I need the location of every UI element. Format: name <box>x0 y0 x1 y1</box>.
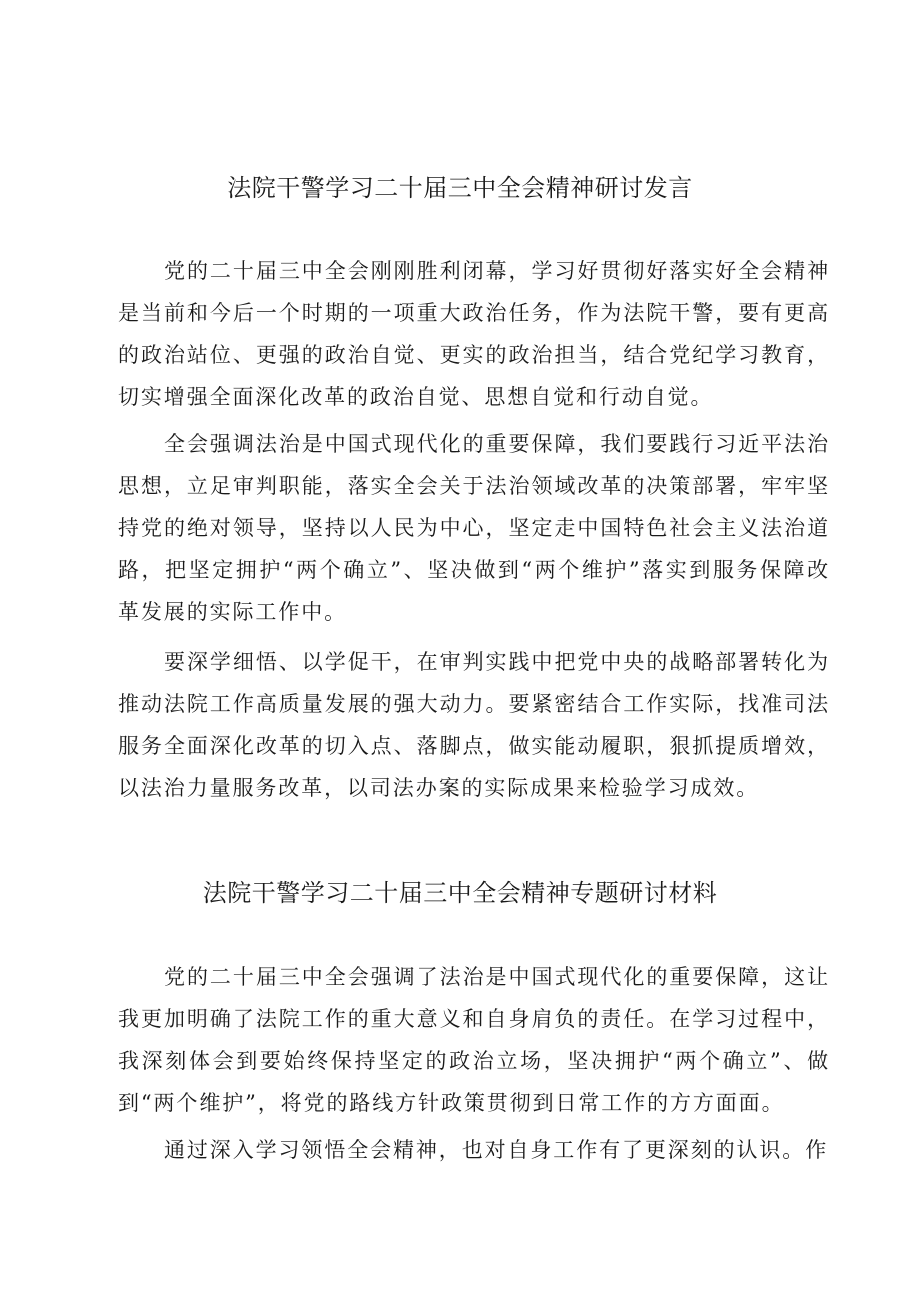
section-title-speech: 法院干警学习二十届三中全会精神研讨发言 <box>227 174 693 202</box>
paragraph: 党的二十届三中全会强调了法治是中国式现代化的重要保障，这让我更加明确了法院工作的重大意义和自身肩负的责任。在学习过程中，我深刻体会到要始终保持坚定的政治立场，坚决拥护“两个确立”、做到“两个维护”，将党的路线方针政策贯彻到日常工作的方方面面。 <box>118 965 830 1115</box>
paragraph: 全会强调法治是中国式现代化的重要保障，我们要践行习近平法治思想，立足审判职能，落实全会关于法治领域改革的决策部署，牢牢坚持党的绝对领导，坚持以人民为中心，坚定走中国特色社会主义法治道路，把坚定拥护“两个确立”、坚决做到“两个维护”落实到服务保障改革发展的实际工作中。 <box>118 432 830 624</box>
paragraph: 要深学细悟、以学促干，在审判实践中把党中央的战略部署转化为推动法院工作高质量发展的强大动力。要紧密结合工作实际，找准司法服务全面深化改革的切入点、落脚点，做实能动履职，狠抓提质增效，以法治力量服务改革，以司法办案的实际成果来检验学习成效。 <box>118 650 830 800</box>
paragraph: 通过深入学习领悟全会精神，也对自身工作有了更深刻的认识。作 <box>164 1138 829 1162</box>
paragraph: 党的二十届三中全会刚刚胜利闭幕，学习好贯彻好落实好全会精神是当前和今后一个时期的一项重大政治任务，作为法院干警，要有更高的政治站位、更强的政治自觉、更实的政治担当，结合党纪学习教育，切实增强全面深化改革的政治自觉、思想自觉和行动自觉。 <box>118 259 830 409</box>
section-title-material: 法院干警学习二十届三中全会精神专题研讨材料 <box>202 879 718 907</box>
